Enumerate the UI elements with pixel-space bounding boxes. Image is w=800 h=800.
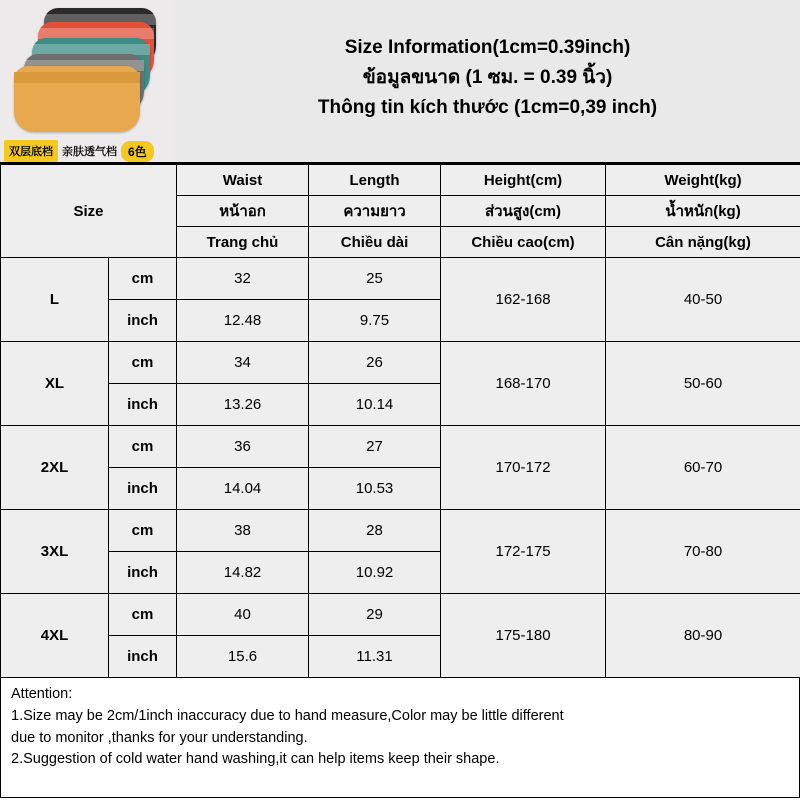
row-size-xl: XL (1, 342, 109, 426)
xl-waist-inch: 13.26 (177, 384, 309, 426)
col-height-vi: Chiều cao(cm) (441, 227, 606, 258)
xl-weight: 50-60 (606, 342, 800, 426)
4xl-height: 175-180 (441, 594, 606, 678)
2xl-length-cm: 27 (309, 426, 441, 468)
2xl-waist-cm: 36 (177, 426, 309, 468)
4xl-length-inch: 11.31 (309, 636, 441, 678)
4xl-waist-cm: 40 (177, 594, 309, 636)
unit-inch: inch (109, 552, 177, 594)
l-length-cm: 25 (309, 258, 441, 300)
3xl-waist-inch: 14.82 (177, 552, 309, 594)
unit-cm: cm (109, 426, 177, 468)
col-weight-th: น้ำหนัก(kg) (606, 196, 800, 227)
feature-tag-2: 亲肤透气档 (62, 146, 117, 158)
table-row (1, 342, 800, 384)
title-vi: Thông tin kích thước (1cm=0,39 inch) (317, 96, 658, 118)
2xl-height: 170-172 (441, 426, 606, 510)
table-header-row-en (1, 165, 800, 196)
col-length-en: Length (309, 165, 441, 196)
3xl-length-cm: 28 (309, 510, 441, 552)
3xl-weight: 70-80 (606, 510, 800, 594)
unit-inch: inch (109, 384, 177, 426)
2xl-weight: 60-70 (606, 426, 800, 510)
title-th: ข้อมูลขนาด (1 ซม. = 0.39 นิ้ว) (362, 67, 613, 89)
feature-tag-1: 双层底档 (4, 140, 58, 162)
photo-tags (0, 140, 175, 162)
3xl-length-inch: 10.92 (309, 552, 441, 594)
l-length-inch: 9.75 (309, 300, 441, 342)
l-weight: 40-50 (606, 258, 800, 342)
unit-inch: inch (109, 636, 177, 678)
col-height-en: Height(cm) (441, 165, 606, 196)
4xl-length-cm: 29 (309, 594, 441, 636)
xl-length-cm: 26 (309, 342, 441, 384)
attention-line-2: due to monitor ,thanks for your understanding. (11, 729, 308, 746)
table-row (1, 510, 800, 552)
col-height-th: ส่วนสูง(cm) (441, 196, 606, 227)
l-waist-cm: 32 (177, 258, 309, 300)
size-header-label: Size (1, 165, 177, 258)
col-length-vi: Chiều dài (309, 227, 441, 258)
4xl-weight: 80-90 (606, 594, 800, 678)
l-height: 162-168 (441, 258, 606, 342)
2xl-waist-inch: 14.04 (177, 468, 309, 510)
col-waist-en: Waist (177, 165, 309, 196)
unit-cm: cm (109, 258, 177, 300)
4xl-waist-inch: 15.6 (177, 636, 309, 678)
row-size-4xl: 4XL (1, 594, 109, 678)
xl-waist-cm: 34 (177, 342, 309, 384)
title-block (175, 0, 800, 162)
row-size-3xl: 3XL (1, 510, 109, 594)
unit-cm: cm (109, 510, 177, 552)
3xl-height: 172-175 (441, 510, 606, 594)
color-count-badge: 6色 (121, 141, 154, 162)
header (0, 0, 800, 164)
table-row (1, 258, 800, 300)
unit-cm: cm (109, 594, 177, 636)
3xl-waist-cm: 38 (177, 510, 309, 552)
product-photo (0, 0, 175, 162)
unit-inch: inch (109, 468, 177, 510)
col-length-th: ความยาว (309, 196, 441, 227)
col-weight-vi: Cân nặng(kg) (606, 227, 800, 258)
row-size-2xl: 2XL (1, 426, 109, 510)
row-size-l: L (1, 258, 109, 342)
unit-inch: inch (109, 300, 177, 342)
xl-height: 168-170 (441, 342, 606, 426)
col-waist-vi: Trang chủ (177, 227, 309, 258)
attention-block (0, 678, 800, 798)
l-waist-inch: 12.48 (177, 300, 309, 342)
unit-cm: cm (109, 342, 177, 384)
attention-line-1: 1.Size may be 2cm/1inch inaccuracy due to hand measure,Color may be little different (11, 707, 564, 724)
waistband (14, 72, 140, 83)
brief-stack (8, 6, 168, 136)
xl-length-inch: 10.14 (309, 384, 441, 426)
title-en: Size Information(1cm=0.39inch) (344, 37, 631, 59)
brief-yellow (14, 66, 140, 132)
attention-line-3: 2.Suggestion of cold water hand washing,it can help items keep their shape. (11, 751, 500, 768)
col-waist-th: หน้าอก (177, 196, 309, 227)
2xl-length-inch: 10.53 (309, 468, 441, 510)
attention-heading: Attention: (11, 686, 73, 702)
table-row (1, 594, 800, 636)
table-row (1, 426, 800, 468)
size-table (0, 164, 800, 678)
col-weight-en: Weight(kg) (606, 165, 800, 196)
